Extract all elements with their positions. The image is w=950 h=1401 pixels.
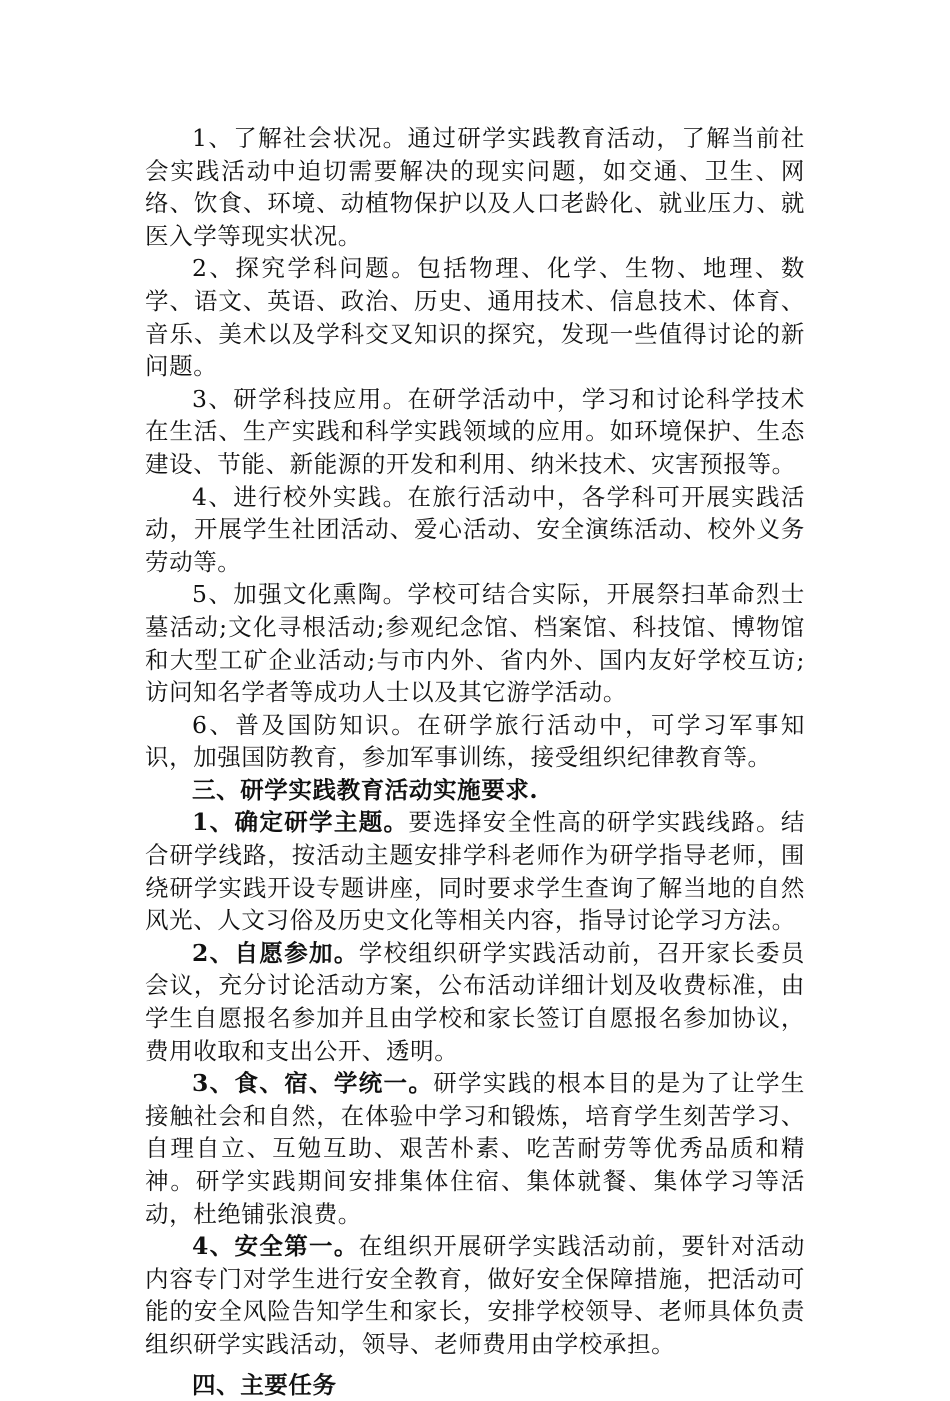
section-heading-main-tasks: 四、主要任务 — [192, 1370, 337, 1399]
item-lead-safety: 4、安全第一。 — [192, 1232, 359, 1261]
item-text-research-theme: 要选择安全性高的研学实践线路。结合研学线路，按活动主题安排学科老师作为研学指导老师，围绕研学实践开设专题讲座，同时要求学生查询了解当地的自然风光、人文习俗及历史文化等相关内容，指导讨论学习方法。 — [145, 808, 805, 935]
paragraph-offcampus-practice: 4、进行校外实践。在旅行活动中，各学科可开展实践活动，开展学生社团活动、爱心活动、安全演练活动、校外义务劳动等。 — [145, 482, 805, 576]
item-text-safety: 在组织开展研学实践活动前，要针对活动内容专门对学生进行安全教育，做好安全保障措施，把活动可能的安全风险告知学生和家长，安排学校领导、老师具体负责组织研学实践活动，领导、老师费用由学校承担。 — [145, 1232, 805, 1358]
item-voluntary — [145, 937, 805, 1067]
paragraph-national-defense: 6、普及国防知识。在研学旅行活动中，可学习军事知识，加强国防教育，参加军事训练，接受组织纪律教育等。 — [145, 710, 805, 772]
paragraph-subject-problems: 2、探究学科问题。包括物理、化学、生物、地理、数学、语文、英语、政治、历史、通用技术、信息技术、体育、音乐、美术以及学科交叉知识的探究，发现一些值得讨论的新问题。 — [145, 254, 805, 381]
item-lead-voluntary: 2、自愿参加。 — [192, 938, 359, 967]
item-lead-unified: 3、食、宿、学统一。 — [192, 1069, 434, 1098]
document-page — [145, 122, 805, 1401]
item-research-theme — [145, 806, 805, 936]
item-text-unified: 研学实践的根本目的是为了让学生接触社会和自然，在体验中学习和锻炼，培育学生刻苦学习、自理自立、互勉互助、艰苦朴素、吃苦耐劳等优秀品质和精神。研学实践期间安排集体住宿、集体就餐、集体学习等活动，杜绝铺张浪费。 — [145, 1069, 805, 1228]
section-heading-implementation: 三、研学实践教育活动实施要求. — [192, 775, 539, 804]
item-safety — [145, 1230, 805, 1360]
paragraph-tech-application: 3、研学科技应用。在研学活动中，学习和讨论科学技术在生活、生产实践和科学实践领域的应用。如环境保护、生态建设、节能、新能源的开发和利用、纳米技术、灾害预报等。 — [145, 384, 805, 478]
item-text-voluntary: 学校组织研学实践活动前，召开家长委员会议，充分讨论活动方案，公布活动详细计划及收费标准，由学生自愿报名参加并且由学校和家长签订自愿报名参加协议，费用收取和支出公开、透明。 — [145, 938, 805, 1065]
item-unified — [145, 1067, 805, 1230]
item-lead-research-theme: 1、确定研学主题。 — [192, 808, 409, 837]
paragraph-culture: 5、加强文化熏陶。学校可结合实际，开展祭扫革命烈士墓活动;文化寻根活动;参观纪念馆、档案馆、科技馆、博物馆和大型工矿企业活动;与市内外、省内外、国内友好学校互访;访问知名学者等成功人士以及其它游学活动。 — [145, 580, 805, 707]
paragraph-social-status: 1、了解社会状况。通过研学实践教育活动，了解当前社会实践活动中迫切需要解决的现实问题，如交通、卫生、网络、饮食、环境、动植物保护以及人口老龄化、就业压力、就医入学等现实状况。 — [145, 124, 805, 250]
